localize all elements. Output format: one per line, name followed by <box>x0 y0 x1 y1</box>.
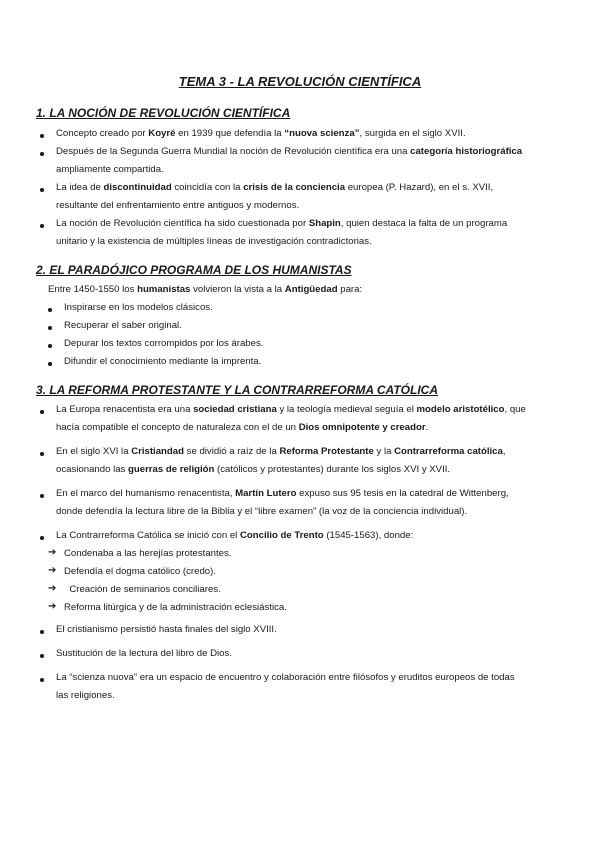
arrow-item: Creación de seminarios conciliares. <box>64 584 221 595</box>
s3-bullet-3-cont: donde defendía la lectura libre de la Biblia y el “libre examen” (la voz de la conciencia individual). <box>56 506 468 517</box>
s3-bullet-7: La “scienza nuova” era un espacio de encuentro y colaboración entre filósofos y eruditos europeos de todas <box>56 672 515 683</box>
arrow-item: Condenaba a las herejías protestantes. <box>64 548 232 559</box>
bullet <box>40 188 44 192</box>
section-3-heading: 3. LA REFORMA PROTESTANTE Y LA CONTRARREFORMA CATÓLICA <box>36 383 438 397</box>
s1-bullet-4: La noción de Revolución científica ha sido cuestionada por Shapin, quien destaca la falta de un programa <box>56 218 508 229</box>
s1-bullet-2: Después de la Segunda Guerra Mundial la noción de Revolución científica era una categoría historiográfica <box>56 146 523 157</box>
s1-bullet-2-cont: ampliamente compartida. <box>56 164 164 175</box>
s1-bullet-3-cont: resultante del enfrentamiento entre antiguos y modernos. <box>56 200 300 211</box>
arrow-item: Defendía el dogma católico (credo). <box>64 566 216 577</box>
section-1-heading: 1. LA NOCIÓN DE REVOLUCIÓN CIENTÍFICA <box>36 106 291 120</box>
s3-bullet-1-cont: hacía compatible el concepto de naturaleza con el de un Dios omnipotente y creador. <box>56 422 429 433</box>
bullet <box>40 452 44 456</box>
arrow-item: Reforma litúrgica y de la administración eclesiástica. <box>64 602 287 613</box>
arrow-right-icon: ➔ <box>48 583 57 594</box>
list-item: Inspirarse en los modelos clásicos. <box>64 302 213 313</box>
s3-bullet-4: La Contrarreforma Católica se inició con el Concilio de Trento (1545-1563), donde: <box>56 530 414 541</box>
bullet <box>40 536 44 540</box>
bullet <box>48 326 52 330</box>
s3-bullet-2: En el siglo XVI la Cristiandad se dividió a raíz de la Reforma Protestante y la Contrarreforma católica, <box>56 446 506 457</box>
page-title: TEMA 3 - LA REVOLUCIÓN CIENTÍFICA <box>178 74 422 89</box>
list-item: Difundir el conocimiento mediante la imprenta. <box>64 356 262 367</box>
s1-bullet-4-cont: unitario y la existencia de múltiples líneas de investigación contradictorias. <box>56 236 372 247</box>
bullet <box>40 224 44 228</box>
bullet <box>48 362 52 366</box>
bullet <box>48 344 52 348</box>
s3-bullet-2-cont: ocasionando las guerras de religión (católicos y protestantes) durante los siglos XVI y XVII. <box>56 464 451 475</box>
s3-bullet-5: El cristianismo persistió hasta finales del siglo XVIII. <box>56 624 277 635</box>
bullet <box>40 630 44 634</box>
s1-bullet-1: Concepto creado por Koyré en 1939 que defendía la “nuova scienza”, surgida en el siglo XVII. <box>56 128 466 139</box>
section-2-heading: 2. EL PARADÓJICO PROGRAMA DE LOS HUMANISTAS <box>36 263 352 277</box>
list-item: Recuperar el saber original. <box>64 320 182 331</box>
bullet <box>40 410 44 414</box>
bullet <box>48 308 52 312</box>
bullet <box>40 152 44 156</box>
s3-bullet-3: En el marco del humanismo renacentista, Martín Lutero expuso sus 95 tesis en la catedral de Wittenberg, <box>56 488 509 499</box>
bullet <box>40 678 44 682</box>
s1-bullet-3: La idea de discontinuidad coincidía con la crisis de la conciencia europea (P. Hazard), en el s. XVII, <box>56 182 494 193</box>
bullet <box>40 134 44 138</box>
bullet <box>40 494 44 498</box>
s2-intro: Entre 1450-1550 los humanistas volvieron la vista a la Antigüedad para: <box>48 284 363 295</box>
s3-bullet-7-cont: las religiones. <box>56 690 115 701</box>
list-item: Depurar los textos corrompidos por los árabes. <box>64 338 264 349</box>
s3-bullet-6: Sustitución de la lectura del libro de Dios. <box>56 648 232 659</box>
arrow-right-icon: ➔ <box>48 601 57 612</box>
arrow-right-icon: ➔ <box>48 547 57 558</box>
bullet <box>40 654 44 658</box>
s3-bullet-1: La Europa renacentista era una sociedad cristiana y la teología medieval seguía el modelo aristotélico, que <box>56 404 526 415</box>
arrow-right-icon: ➔ <box>48 565 57 576</box>
